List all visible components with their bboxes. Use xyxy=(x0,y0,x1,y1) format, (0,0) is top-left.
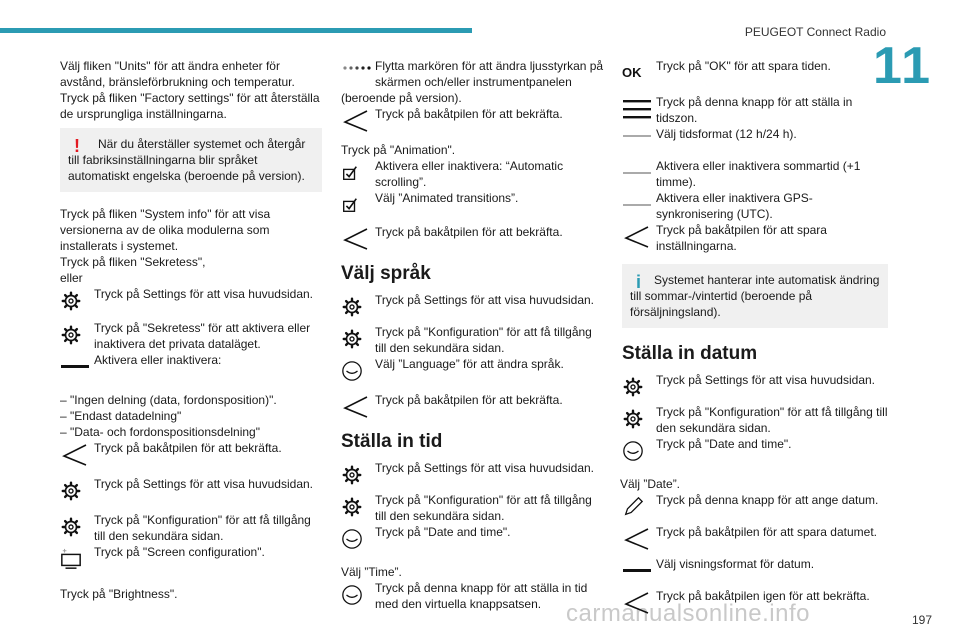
step-text: Tryck på "Konfiguration" för att få tillgång till den sekundära sidan. xyxy=(94,513,311,543)
step xyxy=(622,58,888,88)
step xyxy=(341,392,605,422)
date-time-icon xyxy=(622,436,656,466)
checkbox-icon xyxy=(341,158,375,188)
configuration-gear-icon xyxy=(341,492,375,522)
gauge-icon xyxy=(341,580,375,610)
back-arrow-icon xyxy=(60,440,94,470)
step-text: Tryck på "Date and time". xyxy=(656,437,792,451)
step xyxy=(341,158,605,190)
back-arrow-icon xyxy=(622,222,656,252)
step xyxy=(60,286,322,316)
step xyxy=(60,440,322,470)
step-text: Tryck på bakåtpilen för att bekräfta. xyxy=(375,107,563,121)
gear-icon xyxy=(60,476,94,506)
gear-icon xyxy=(341,460,375,490)
step-text: Tryck på "Konfiguration" för att få tillgång till den sekundära sidan. xyxy=(375,493,592,523)
step xyxy=(341,224,605,254)
section-heading: Ställa in tid xyxy=(341,431,443,452)
step-text: Tryck på bakåtpilen för att spara inställningarna. xyxy=(656,223,827,253)
column-3 xyxy=(622,58,888,618)
step-text: Välj visningsformat för datum. xyxy=(656,557,815,571)
step xyxy=(622,556,888,586)
step-text: Tryck på "Konfiguration" för att få tillgång till den sekundära sidan. xyxy=(375,325,592,355)
paragraph: Tryck på "Animation". xyxy=(341,143,456,157)
step xyxy=(341,524,605,554)
step xyxy=(341,58,605,90)
step-text: Tryck på Settings för att visa huvudsidan. xyxy=(94,477,313,491)
step xyxy=(622,524,888,554)
privacy-gear-icon xyxy=(60,320,94,350)
page-number: 197 xyxy=(911,613,932,627)
step-text: Tryck på "Konfiguration" för att få tillgång till den sekundära sidan. xyxy=(656,405,888,435)
configuration-gear-icon xyxy=(622,404,656,434)
configuration-gear-icon xyxy=(341,324,375,354)
step-text: Tryck på bakåtpilen igen för att bekräfta. xyxy=(656,589,870,603)
step xyxy=(622,588,888,618)
list-item: – "Data- och fordonspositionsdelning" xyxy=(60,425,260,439)
step-text: Tryck på bakåtpilen för att bekräfta. xyxy=(94,441,282,455)
step xyxy=(622,190,888,222)
back-arrow-icon xyxy=(341,106,375,136)
back-arrow-icon xyxy=(341,224,375,254)
step-text: Tryck på bakåtpilen för att spara datumet. xyxy=(656,525,877,539)
step-text: Flytta markören för att ändra ljusstyrkan på skärmen och/eller instrumentpanelen xyxy=(375,59,604,89)
step-text: Tryck på "Screen configuration". xyxy=(94,545,265,559)
step xyxy=(622,436,888,466)
paragraph: Välj ”Time”. xyxy=(341,565,402,579)
pencil-icon xyxy=(622,492,656,522)
paragraph: Tryck på fliken "Factory settings" för att återställa de ursprungliga inställningarna. xyxy=(60,91,320,121)
step xyxy=(341,292,605,322)
list-item: – "Endast datadelning" xyxy=(60,409,182,423)
step-text: Tryck på Settings för att visa huvudsidan. xyxy=(375,461,594,475)
note-text: Systemet hanterar inte automatisk ändring till sommar-/vintertid (beroende på försäljningsland). xyxy=(630,273,880,319)
step xyxy=(341,324,605,356)
toggle-bar-icon xyxy=(60,352,94,382)
step xyxy=(341,356,605,386)
step-text: Tryck på denna knapp för att ställa in tid med den virtuella knappsatsen. xyxy=(375,581,588,611)
step-text: Tryck på Settings för att visa huvudsidan. xyxy=(94,287,313,301)
gear-icon xyxy=(622,372,656,402)
step xyxy=(341,460,605,490)
line-divider-icon xyxy=(622,158,656,188)
ok-label: OK xyxy=(622,65,642,80)
warning-note xyxy=(60,128,322,192)
step xyxy=(622,404,888,436)
step xyxy=(622,372,888,402)
step xyxy=(60,512,322,544)
info-icon: i xyxy=(636,272,642,292)
step-text: Tryck på "Sekretess" för att aktivera eller inaktivera det privata dataläget. xyxy=(94,321,311,351)
step-text: Aktivera eller inaktivera GPS-synkronisering (UTC). xyxy=(656,191,813,221)
step xyxy=(622,222,888,254)
checkbox-icon xyxy=(341,190,375,220)
step-text: Tryck på Settings för att visa huvudsidan. xyxy=(656,373,875,387)
step-text: Tryck på denna knapp för att ange datum. xyxy=(656,493,879,507)
info-note xyxy=(622,264,888,328)
paragraph: Välj ”Date”. xyxy=(620,477,681,491)
header-accent-bar xyxy=(0,28,472,33)
paragraph: (beroende på version). xyxy=(341,91,462,105)
language-flag-icon xyxy=(341,356,375,386)
screen-configuration-icon xyxy=(60,544,94,574)
section-heading: Välj språk xyxy=(341,263,431,284)
step-text: Aktivera eller inaktivera: “Automatic scrolling”. xyxy=(375,159,564,189)
back-arrow-icon xyxy=(622,588,656,618)
date-time-icon xyxy=(341,524,375,554)
line-divider-icon xyxy=(622,190,656,220)
paragraph: Tryck på "Brightness". xyxy=(60,587,178,601)
paragraph: Välj fliken "Units" för att ändra enheter för avstånd, bränsleförbrukning och temperatur. xyxy=(60,59,295,89)
column-2 xyxy=(341,58,605,612)
configuration-gear-icon xyxy=(60,512,94,542)
step xyxy=(60,476,322,506)
step-text: Tryck på "Date and time". xyxy=(375,525,511,539)
step xyxy=(60,352,322,382)
step xyxy=(60,544,322,574)
ok-icon xyxy=(622,58,656,88)
step xyxy=(622,126,888,146)
gear-icon xyxy=(60,286,94,316)
step xyxy=(622,158,888,190)
step xyxy=(341,106,605,136)
header-title: PEUGEOT Connect Radio xyxy=(744,25,886,39)
back-arrow-icon xyxy=(341,392,375,422)
step xyxy=(60,320,322,352)
alert-icon: ! xyxy=(74,136,80,156)
paragraph: Tryck på fliken "Sekretess", xyxy=(60,255,206,269)
step-text: Aktivera eller inaktivera: xyxy=(94,353,222,367)
step xyxy=(341,580,605,612)
step-text: Tryck på bakåtpilen för att bekräfta. xyxy=(375,225,563,239)
step xyxy=(622,94,888,126)
paragraph: eller xyxy=(60,271,83,285)
back-arrow-icon xyxy=(622,524,656,554)
step-text: Välj tidsformat (12 h/24 h). xyxy=(656,127,797,141)
line-divider-icon xyxy=(622,126,656,146)
step-text: Tryck på denna knapp för att ställa in tidszon. xyxy=(656,95,853,125)
menu-bars-icon xyxy=(622,94,656,124)
step-text: Aktivera eller inaktivera sommartid (+1 timme). xyxy=(656,159,861,189)
step-text: Välj ”Animated transitions”. xyxy=(375,191,519,205)
paragraph: Tryck på fliken "System info" för att visa versionerna av de olika modulerna som installerats i systemet. xyxy=(60,207,271,253)
column-1 xyxy=(60,58,322,602)
step-text: Tryck på bakåtpilen för att bekräfta. xyxy=(375,393,563,407)
step xyxy=(622,492,888,522)
step-text: Tryck på Settings för att visa huvudsidan. xyxy=(375,293,594,307)
gear-icon xyxy=(341,292,375,322)
step xyxy=(341,190,605,220)
list-item: – "Ingen delning (data, fordonsposition)". xyxy=(60,393,277,407)
note-text: När du återställer systemet och återgår till fabriksinställningarna blir språket automatiskt engelska (beroende på version). xyxy=(68,137,306,183)
watermark: carmanualsonline.info xyxy=(566,600,810,627)
step-text: Välj ”Language” för att ändra språk. xyxy=(375,357,564,371)
brightness-slider-icon xyxy=(341,58,375,78)
chapter-number: 11 xyxy=(873,37,932,95)
toggle-bar-icon xyxy=(622,556,656,586)
step xyxy=(341,492,605,524)
section-heading: Ställa in datum xyxy=(622,343,758,364)
step-text: Tryck på "OK" för att spara tiden. xyxy=(656,59,831,73)
